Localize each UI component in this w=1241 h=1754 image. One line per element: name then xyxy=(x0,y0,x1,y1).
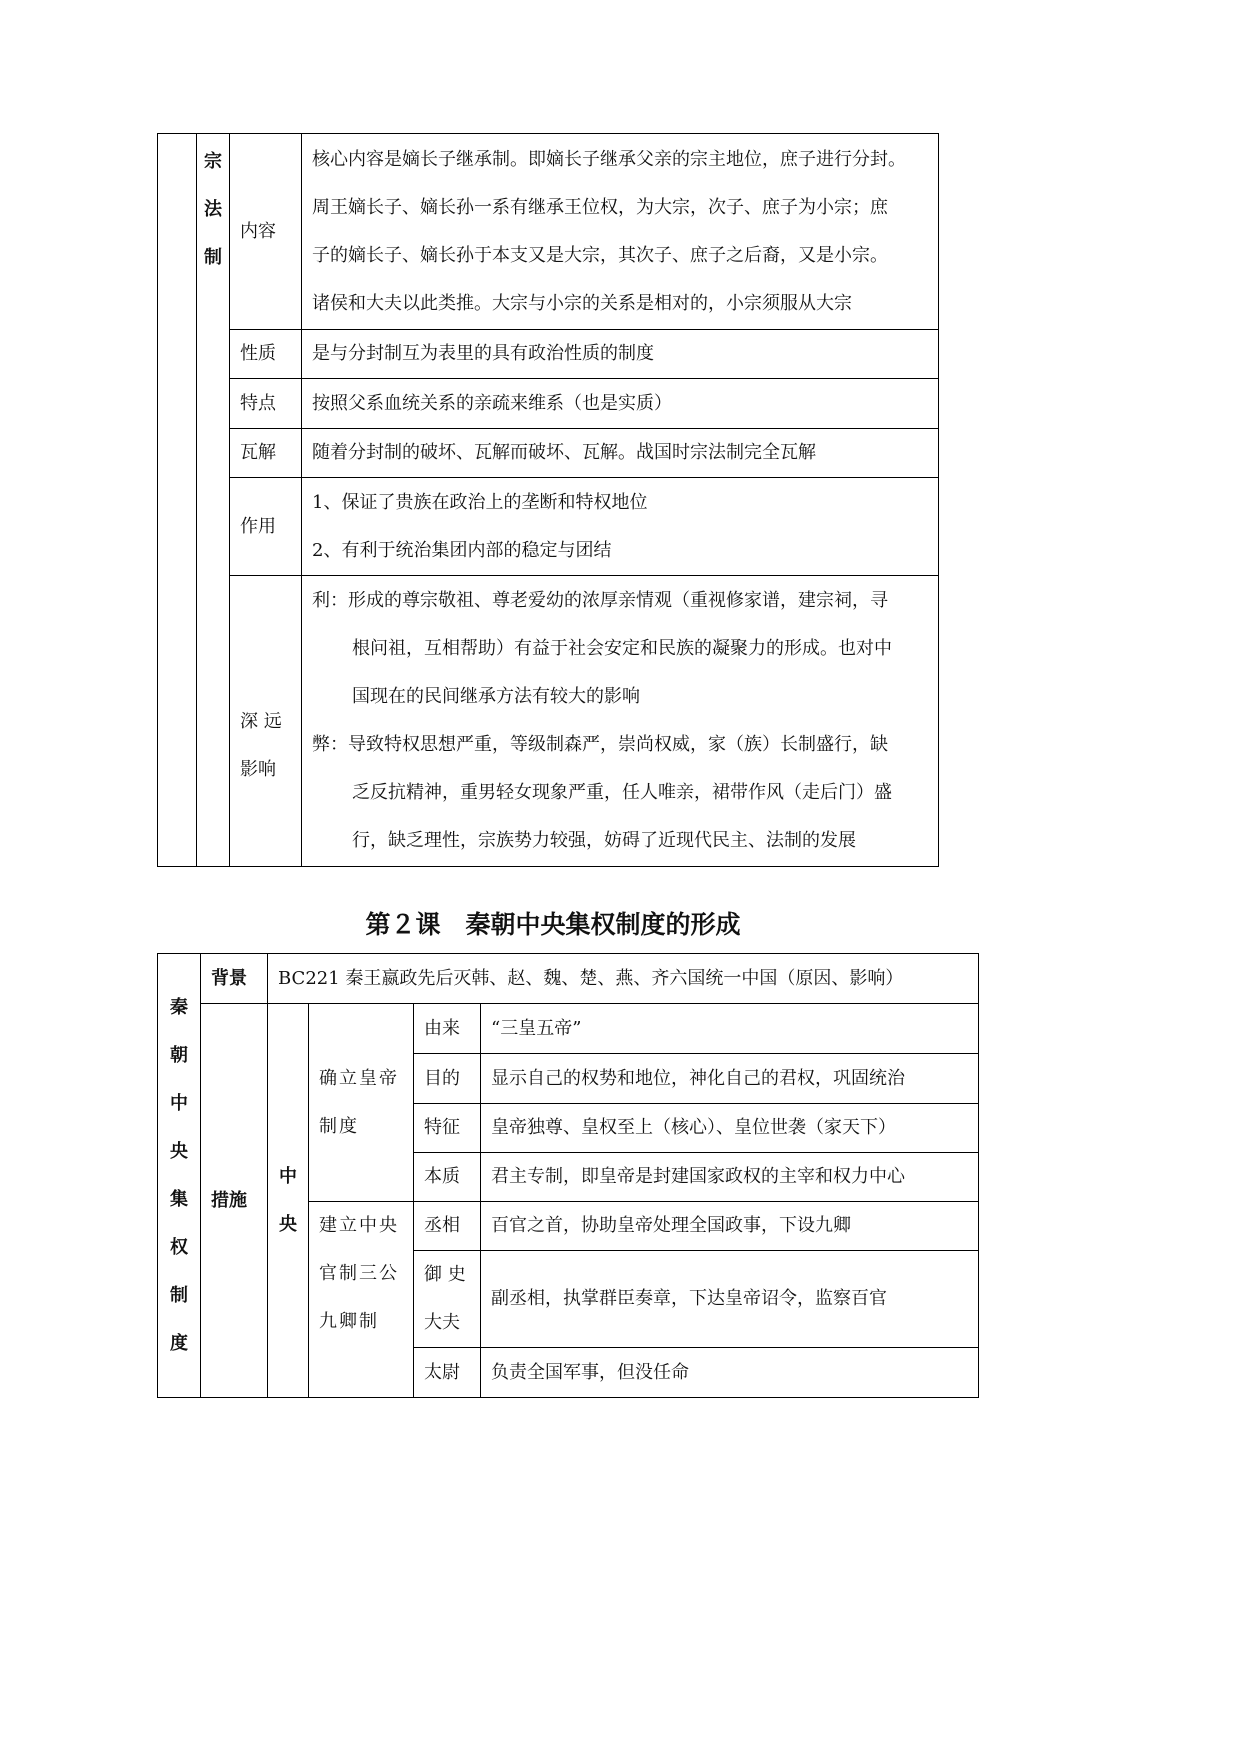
row-label: 瓦解 xyxy=(230,429,302,478)
label-char: 制 xyxy=(204,247,222,268)
row-content: 百官之首，协助皇帝处理全国政事，下设九卿 xyxy=(481,1202,979,1251)
label-char: 度 xyxy=(170,1332,188,1354)
text-line: 利：形成的尊宗敬祖、尊老爱幼的浓厚亲情观（重视修家谱，建宗祠，寻 xyxy=(312,590,888,611)
row-label: 特征 xyxy=(414,1104,481,1153)
row-label: 目的 xyxy=(414,1054,481,1104)
row-content: “三皇五帝” xyxy=(481,1004,979,1054)
label-char: 权 xyxy=(170,1236,188,1258)
row-content: 负责全国军事，但没任命 xyxy=(481,1348,979,1398)
label-line: 深 远 xyxy=(240,711,282,732)
label-char: 央 xyxy=(170,1140,188,1162)
text-line: 诸侯和大夫以此类推。大宗与小宗的关系是相对的，小宗须服从大宗 xyxy=(312,292,852,314)
sub-label-emperor xyxy=(309,1004,414,1202)
table-row xyxy=(158,134,939,330)
label-char: 制 xyxy=(170,1284,188,1306)
central-label xyxy=(268,1004,309,1398)
text-line: 弊：导致特权思想严重，等级制森严，崇尚权威，家（族）长制盛行，缺 xyxy=(312,734,888,755)
group-label-qin xyxy=(158,954,201,1398)
row-content: 君主专制，即皇帝是封建国家政权的主宰和权力中心 xyxy=(481,1153,979,1202)
row-label: 作用 xyxy=(230,478,302,576)
row-label: 内容 xyxy=(230,134,302,330)
table-row xyxy=(158,954,979,1004)
text-line: 1、保证了贵族在政治上的垄断和特权地位 xyxy=(312,491,648,513)
row-content: 皇帝独尊、皇权至上（核心）、皇位世袭（家天下） xyxy=(481,1104,979,1153)
text-line: 周王嫡长子、嫡长孙一系有继承王位权，为大宗，次子、庶子为小宗；庶 xyxy=(312,196,888,218)
text-line: 核心内容是嫡长子继承制。即嫡长子继承父亲的宗主地位，庶子进行分封。 xyxy=(312,148,906,170)
label-char: 集 xyxy=(170,1188,188,1210)
label-char: 法 xyxy=(204,199,222,220)
row-content xyxy=(302,478,939,576)
table-row xyxy=(158,1004,979,1054)
lesson-title: 第２课 秦朝中央集权制度的形成 xyxy=(365,910,741,939)
text-line: 国现在的民间继承方法有较大的影响 xyxy=(352,686,640,707)
label-char: 秦 xyxy=(170,996,188,1018)
label-line: 影响 xyxy=(240,759,276,780)
table-row xyxy=(158,330,939,379)
label-char: 朝 xyxy=(170,1044,188,1066)
text-line: 子的嫡长子、嫡长孙于本支又是大宗，其次子、庶子之后裔，又是小宗。 xyxy=(312,244,888,266)
qin-table xyxy=(157,953,979,1398)
zongfa-table xyxy=(157,133,939,867)
text-line: 2、有利于统治集团内部的稳定与团结 xyxy=(312,539,612,561)
row-content: 副丞相，执掌群臣奏章，下达皇帝诏令，监察百官 xyxy=(481,1251,979,1348)
row-content: 随着分封制的破坏、瓦解而破坏、瓦解。战国时宗法制完全瓦解 xyxy=(302,429,939,478)
label-line: 官制三公 xyxy=(319,1263,399,1284)
row-label: 由来 xyxy=(414,1004,481,1054)
table-row xyxy=(158,576,939,867)
table-row xyxy=(158,379,939,429)
row-content xyxy=(302,576,939,867)
row-label: 特点 xyxy=(230,379,302,429)
row-label: 性质 xyxy=(230,330,302,379)
group-label-zongfazhi xyxy=(197,134,230,867)
label-line: 九卿制 xyxy=(319,1311,379,1332)
label-line: 制度 xyxy=(319,1115,359,1137)
outer-cell xyxy=(158,134,197,867)
table-row xyxy=(158,478,939,576)
row-label: 丞相 xyxy=(414,1202,481,1251)
background-label: 背景 xyxy=(201,954,268,1004)
row-content: 按照父系血统关系的亲疏来维系（也是实质） xyxy=(302,379,939,429)
row-content: 是与分封制互为表里的具有政治性质的制度 xyxy=(302,330,939,379)
label-char: 中 xyxy=(170,1092,188,1114)
text-line: 乏反抗精神，重男轻女现象严重，任人唯亲，裙带作风（走后门）盛 xyxy=(352,782,892,803)
label-line: 确立皇帝 xyxy=(319,1067,399,1089)
text-line: 根问祖，互相帮助）有益于社会安定和民族的凝聚力的形成。也对中 xyxy=(352,638,892,659)
measures-label: 措施 xyxy=(201,1004,268,1398)
row-content xyxy=(302,134,939,330)
background-text: BC221 秦王嬴政先后灭韩、赵、魏、楚、燕、齐六国统一中国（原因、影响） xyxy=(268,954,979,1004)
row-label: 太尉 xyxy=(414,1348,481,1398)
label-char: 中 xyxy=(279,1165,297,1187)
label-line: 建立中央 xyxy=(319,1215,399,1236)
row-content: 显示自己的权势和地位，神化自己的君权，巩固统治 xyxy=(481,1054,979,1104)
text-line: 行，缺乏理性，宗族势力较强，妨碍了近现代民主、法制的发展 xyxy=(352,830,856,851)
label-char: 央 xyxy=(279,1213,297,1235)
label-line: 大夫 xyxy=(424,1312,460,1333)
sub-label-officials xyxy=(309,1202,414,1398)
label-char: 宗 xyxy=(204,151,222,172)
row-label: 本质 xyxy=(414,1153,481,1202)
row-label xyxy=(230,576,302,867)
label-line: 御 史 xyxy=(424,1264,466,1285)
row-label xyxy=(414,1251,481,1348)
table-row xyxy=(158,429,939,478)
